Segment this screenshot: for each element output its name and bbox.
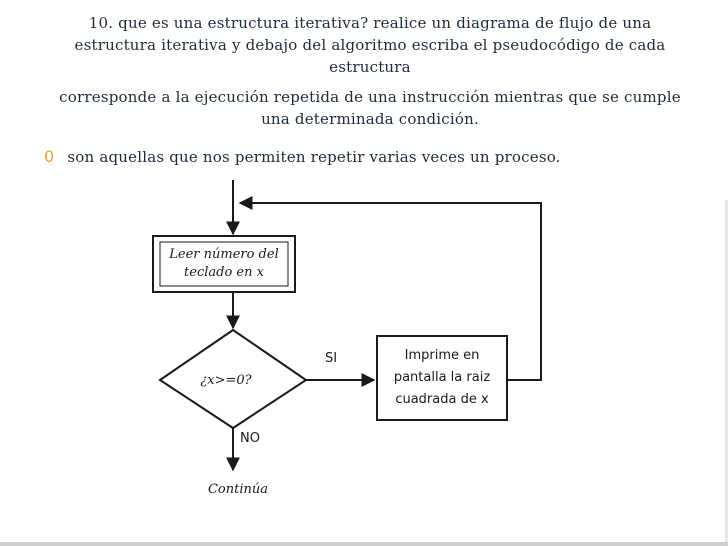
- bullet-marker-icon: 0: [44, 147, 55, 166]
- output-line-1: Imprime en: [404, 348, 480, 363]
- process-line-2: teclado en x: [184, 265, 264, 280]
- slide-subtitle: corresponde a la ejecución repetida de una instrucción mientras que se cumple una determinada condición.: [59, 88, 681, 128]
- output-line-3: cuadrada de x: [395, 392, 489, 407]
- process-line-1: Leer número del: [169, 247, 279, 262]
- end-label: Continúa: [207, 482, 269, 497]
- no-label: NO: [240, 431, 260, 446]
- process-box: [153, 236, 295, 292]
- slide-title: 10. que es una estructura iterativa? realice un diagrama de flujo de una estructura iterativa y debajo del algoritmo escriba el pseudocódigo de cada estructura: [74, 14, 666, 76]
- decision-label: ¿x>=0?: [200, 373, 252, 388]
- bottom-border: [0, 542, 728, 546]
- output-line-2: pantalla la raiz: [393, 370, 491, 385]
- yes-label: SI: [325, 351, 338, 366]
- bullet-text: son aquellas que nos permiten repetir varias veces un proceso.: [67, 148, 561, 166]
